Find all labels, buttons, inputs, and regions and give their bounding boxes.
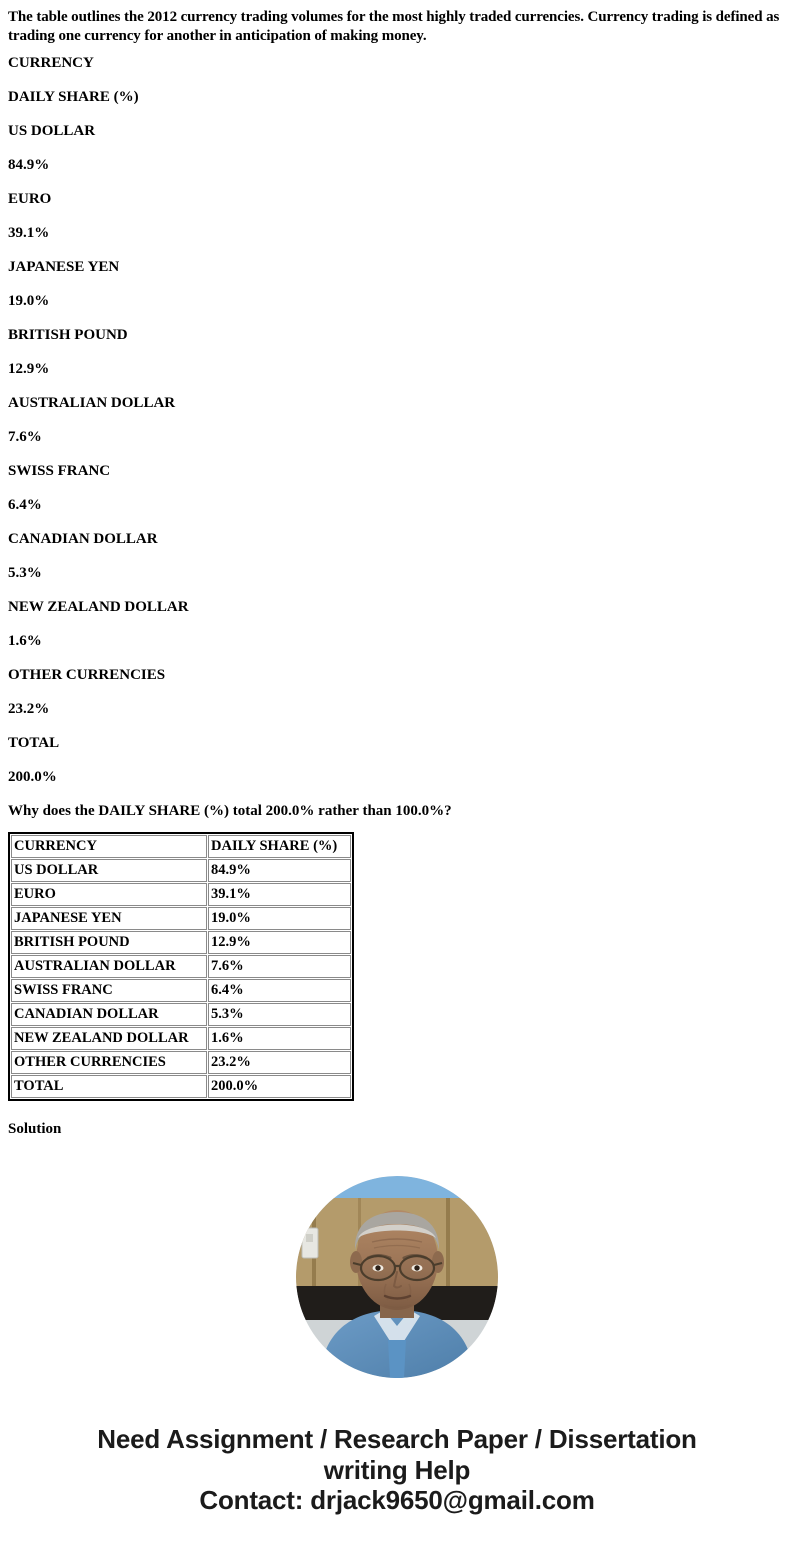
table-row <box>11 979 351 1002</box>
cell-daily-share: 1.6% <box>208 1027 351 1050</box>
cell-currency: JAPANESE YEN <box>11 907 207 930</box>
plain-text-list <box>0 46 794 794</box>
table-row <box>11 1051 351 1074</box>
cell-currency: BRITISH POUND <box>11 931 207 954</box>
list-item: 12.9% <box>8 360 50 377</box>
list-item: CURRENCY <box>8 54 94 71</box>
list-item: CANADIAN DOLLAR <box>8 530 158 547</box>
cell-currency: SWISS FRANC <box>11 979 207 1002</box>
cell-daily-share: 84.9% <box>208 859 351 882</box>
cell-daily-share: 200.0% <box>208 1075 351 1098</box>
promo-footer <box>0 1424 794 1544</box>
table-row <box>11 859 351 882</box>
list-item: 23.2% <box>8 700 50 717</box>
table-row-total <box>11 1075 351 1098</box>
cell-currency: EURO <box>11 883 207 906</box>
table-row <box>11 955 351 978</box>
column-header-daily-share: DAILY SHARE (%) <box>208 835 351 858</box>
currency-share-table <box>8 832 354 1101</box>
list-item: 1.6% <box>8 632 42 649</box>
list-item: SWISS FRANC <box>8 462 111 479</box>
intro-paragraph: The table outlines the 2012 currency trading volumes for the most highly traded currencies. Currency trading is defined as trading one currency for another in anticipation of making money. <box>8 9 780 45</box>
currency-table-wrapper <box>0 828 794 1101</box>
table-row <box>11 883 351 906</box>
cell-currency: OTHER CURRENCIES <box>11 1051 207 1074</box>
cell-currency: AUSTRALIAN DOLLAR <box>11 955 207 978</box>
list-item: BRITISH POUND <box>8 326 128 343</box>
list-item: AUSTRALIAN DOLLAR <box>8 394 176 411</box>
list-item: 200.0% <box>8 768 57 785</box>
list-item: EURO <box>8 190 52 207</box>
cell-currency: US DOLLAR <box>11 859 207 882</box>
question-text: Why does the DAILY SHARE (%) total 200.0% rather than 100.0%? <box>8 802 452 819</box>
promo-line-1: Need Assignment / Research Paper / Dissertation <box>97 1424 697 1455</box>
list-item: 5.3% <box>8 564 42 581</box>
cell-daily-share: 6.4% <box>208 979 351 1002</box>
promo-line-3: Contact: drjack9650@gmail.com <box>199 1484 595 1515</box>
avatar <box>296 1176 498 1378</box>
avatar-photo <box>296 1176 498 1378</box>
list-item: DAILY SHARE (%) <box>8 88 139 105</box>
cell-currency: CANADIAN DOLLAR <box>11 1003 207 1026</box>
cell-daily-share: 12.9% <box>208 931 351 954</box>
cell-daily-share: 7.6% <box>208 955 351 978</box>
list-item: 39.1% <box>8 224 50 241</box>
cell-daily-share: 19.0% <box>208 907 351 930</box>
list-item: OTHER CURRENCIES <box>8 666 166 683</box>
list-item: TOTAL <box>8 734 60 751</box>
promo-line-2: writing Help <box>323 1454 471 1485</box>
cell-daily-share: 5.3% <box>208 1003 351 1026</box>
cell-currency: TOTAL <box>11 1075 207 1098</box>
list-item: 6.4% <box>8 496 42 513</box>
list-item: 7.6% <box>8 428 42 445</box>
table-header-row <box>11 835 351 858</box>
cell-daily-share: 39.1% <box>208 883 351 906</box>
table-row <box>11 1003 351 1026</box>
photo-area <box>0 1176 794 1378</box>
table-row <box>11 907 351 930</box>
cell-daily-share: 23.2% <box>208 1051 351 1074</box>
list-item: JAPANESE YEN <box>8 258 120 275</box>
table-row <box>11 931 351 954</box>
solution-heading: Solution <box>8 1121 62 1138</box>
column-header-currency: CURRENCY <box>11 835 207 858</box>
list-item: 19.0% <box>8 292 50 309</box>
list-item: US DOLLAR <box>8 122 96 139</box>
cell-currency: NEW ZEALAND DOLLAR <box>11 1027 207 1050</box>
table-row <box>11 1027 351 1050</box>
list-item: NEW ZEALAND DOLLAR <box>8 598 189 615</box>
list-item: 84.9% <box>8 156 50 173</box>
